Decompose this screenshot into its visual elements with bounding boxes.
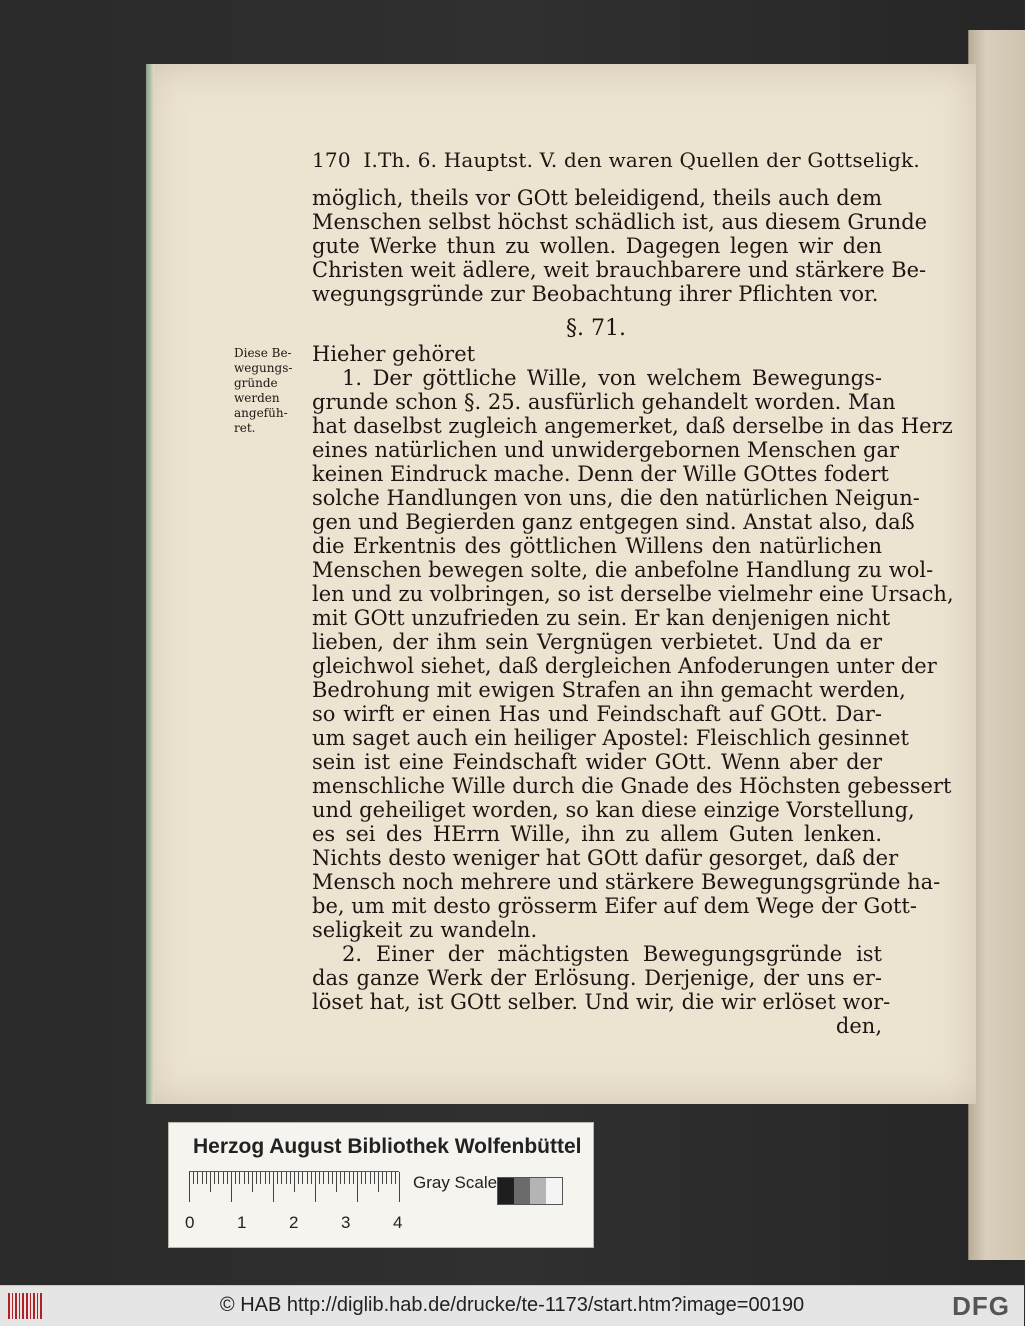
marginal-note-line: wegungs- bbox=[234, 361, 293, 375]
text-line: 1. Der göttliche Wille, von welchem Bewegungs- bbox=[342, 366, 882, 390]
page-number: 170 bbox=[312, 148, 351, 172]
text-line: gen und Begierden ganz entgegen sind. Anstat also, daß bbox=[312, 510, 915, 534]
text-line: eines natürlichen und unwidergebornen Menschen gar bbox=[312, 438, 900, 462]
section-mark: §. 71. bbox=[566, 316, 626, 341]
ruler-number: 3 bbox=[341, 1213, 351, 1232]
ruler-number: 4 bbox=[393, 1213, 403, 1232]
ruler-tick bbox=[307, 1172, 308, 1184]
gray-swatch bbox=[546, 1178, 562, 1204]
ruler-tick bbox=[357, 1172, 358, 1202]
text-line: so wirft er einen Has und Feindschaft auf GOtt. Dar- bbox=[312, 702, 882, 726]
ruler-tick bbox=[277, 1172, 278, 1184]
ruler-tick bbox=[252, 1172, 253, 1192]
text-line: Nichts desto weniger hat GOtt dafür gesorget, daß der bbox=[312, 846, 899, 870]
centimeter-ruler bbox=[189, 1171, 399, 1206]
text-line: sein ist eine Feindschaft wider GOtt. Wenn aber der bbox=[312, 750, 882, 774]
gray-swatch bbox=[530, 1178, 546, 1204]
text-line: Christen weit ädlere, weit brauchbarere und stärkere Be- bbox=[312, 258, 927, 282]
text-line: das ganze Werk der Erlösung. Derjenige, der uns er- bbox=[312, 966, 882, 990]
ruler-tick bbox=[399, 1172, 400, 1202]
ruler-tick bbox=[223, 1172, 224, 1184]
text-line: gute Werke thun zu wollen. Dagegen legen wir den bbox=[312, 234, 882, 258]
marginal-note bbox=[234, 346, 304, 436]
ruler-tick bbox=[386, 1172, 387, 1184]
marginal-note-line: Diese Be- bbox=[234, 346, 292, 360]
text-line: es sei des HErrn Wille, ihn zu allem Guten lenken. bbox=[312, 822, 882, 846]
ruler-tick bbox=[315, 1172, 316, 1202]
page-spine bbox=[146, 64, 154, 1104]
running-header bbox=[312, 148, 920, 172]
ruler-tick bbox=[340, 1172, 341, 1184]
gray-scale-swatches bbox=[497, 1177, 563, 1205]
text-block-top bbox=[312, 186, 928, 306]
ruler-tick bbox=[365, 1172, 366, 1184]
ruler-number: 2 bbox=[289, 1213, 299, 1232]
ruler-tick bbox=[235, 1172, 236, 1184]
ruler-tick bbox=[323, 1172, 324, 1184]
ruler-tick bbox=[239, 1172, 240, 1184]
text-line: lieben, der ihm sein Vergnügen verbietet. Und da er bbox=[312, 630, 882, 654]
text-line: grunde schon §. 25. ausfürlich gehandelt worden. Man bbox=[312, 390, 896, 414]
ruler-tick bbox=[269, 1172, 270, 1184]
ruler-tick bbox=[197, 1172, 198, 1184]
library-name: Herzog August Bibliothek Wolfenbüttel bbox=[193, 1135, 582, 1158]
ruler-tick bbox=[319, 1172, 320, 1184]
catch-word: den, bbox=[835, 1014, 882, 1038]
text-line: wegungsgründe zur Beobachtung ihrer Pflichten vor. bbox=[312, 282, 879, 306]
dfg-logo: DFG bbox=[952, 1291, 1010, 1321]
text-line: löset hat, ist GOtt selber. Und wir, die wir erlöset wor- bbox=[312, 990, 891, 1014]
text-line: Menschen selbst höchst schädlich ist, aus diesem Grunde bbox=[312, 210, 928, 234]
text-line: gleichwol siehet, daß dergleichen Anfoderungen unter der bbox=[312, 654, 937, 678]
marginal-note-line: angefüh- bbox=[234, 406, 288, 420]
text-line: Hieher gehöret bbox=[312, 342, 476, 366]
ruler-tick bbox=[294, 1172, 295, 1192]
ruler-tick bbox=[281, 1172, 282, 1184]
text-line: seligkeit zu wandeln. bbox=[312, 918, 538, 942]
marginal-note-line: werden bbox=[234, 391, 280, 405]
ruler-number: 0 bbox=[185, 1213, 195, 1232]
ruler-tick bbox=[391, 1172, 392, 1184]
ruler-tick bbox=[290, 1172, 291, 1184]
ruler-tick bbox=[298, 1172, 299, 1184]
ruler-tick bbox=[361, 1172, 362, 1184]
text-line: die Erkentnis des göttlichen Willens den natürlichen bbox=[312, 534, 882, 558]
ruler-tick bbox=[349, 1172, 350, 1184]
book-page bbox=[146, 64, 976, 1104]
ruler-tick bbox=[370, 1172, 371, 1184]
ruler-tick bbox=[231, 1172, 232, 1202]
ruler-tick bbox=[260, 1172, 261, 1184]
ruler-tick bbox=[311, 1172, 312, 1184]
ruler-tick bbox=[206, 1172, 207, 1184]
ruler-tick bbox=[336, 1172, 337, 1192]
ruler-tick bbox=[395, 1172, 396, 1184]
text-line: menschliche Wille durch die Gnade des Höchsten gebessert bbox=[312, 774, 952, 798]
ruler-tick bbox=[214, 1172, 215, 1184]
ruler-tick bbox=[286, 1172, 287, 1184]
gray-swatch bbox=[514, 1178, 530, 1204]
text-line: len und zu volbringen, so ist derselbe vielmehr eine Ursach, bbox=[312, 582, 954, 606]
footer-bar bbox=[0, 1285, 1024, 1326]
ruler-tick bbox=[328, 1172, 329, 1184]
ruler-tick bbox=[202, 1172, 203, 1184]
text-line: 2. Einer der mächtigsten Bewegungsgründe ist bbox=[342, 942, 882, 966]
ruler-tick bbox=[193, 1172, 194, 1184]
ruler-tick bbox=[244, 1172, 245, 1184]
marginal-note-line: gründe bbox=[234, 376, 278, 390]
color-ruler-card bbox=[168, 1122, 594, 1248]
gray-swatch bbox=[498, 1178, 514, 1204]
text-line: Mensch noch mehrere und stärkere Bewegungsgründe ha- bbox=[312, 870, 941, 894]
text-block-main bbox=[312, 342, 954, 1038]
copyright-url[interactable]: © HAB http://diglib.hab.de/drucke/te-1173/start.htm?image=00190 bbox=[219, 1294, 805, 1316]
running-title: I.Th. 6. Hauptst. V. den waren Quellen der Gottseligk. bbox=[363, 148, 920, 172]
gray-scale-label: Gray Scale bbox=[413, 1173, 498, 1192]
ruler-tick bbox=[378, 1172, 379, 1192]
text-line: und geheiliget worden, so kan diese einzige Vorstellung, bbox=[312, 798, 915, 822]
ruler-tick bbox=[210, 1172, 211, 1192]
ruler-tick bbox=[273, 1172, 274, 1202]
ruler-tick bbox=[374, 1172, 375, 1184]
adjacent-page-edge bbox=[968, 30, 1025, 1260]
text-line: hat daselbst zugleich angemerket, daß derselbe in das Herz bbox=[312, 414, 953, 438]
ruler-tick bbox=[218, 1172, 219, 1184]
ruler-tick bbox=[332, 1172, 333, 1184]
text-line: solche Handlungen von uns, die den natürlichen Neigun- bbox=[312, 486, 920, 510]
text-line: um saget auch ein heiliger Apostel: Fleischlich gesinnet bbox=[312, 726, 909, 750]
text-line: möglich, theils vor GOtt beleidigend, theils auch dem bbox=[312, 186, 882, 210]
text-line: Menschen bewegen solte, die anbefolne Handlung zu wol- bbox=[312, 558, 934, 582]
marginal-note-line: ret. bbox=[234, 421, 256, 435]
ruler-number: 1 bbox=[237, 1213, 247, 1232]
ruler-tick bbox=[353, 1172, 354, 1184]
ruler-tick bbox=[189, 1172, 190, 1202]
text-line: Bedrohung mit ewigen Strafen an ihn gemacht werden, bbox=[312, 678, 906, 702]
ruler-tick bbox=[382, 1172, 383, 1184]
ruler-tick bbox=[227, 1172, 228, 1184]
ruler-tick bbox=[302, 1172, 303, 1184]
ruler-tick bbox=[344, 1172, 345, 1184]
ruler-tick bbox=[256, 1172, 257, 1184]
text-line: mit GOtt unzufrieden zu sein. Er kan denjenigen nicht bbox=[312, 606, 891, 630]
text-line: be, um mit desto grösserm Eifer auf dem Wege der Gott- bbox=[312, 894, 917, 918]
ruler-tick bbox=[265, 1172, 266, 1184]
text-line: keinen Eindruck mache. Denn der Wille GOttes fodert bbox=[312, 462, 889, 486]
ruler-tick bbox=[248, 1172, 249, 1184]
